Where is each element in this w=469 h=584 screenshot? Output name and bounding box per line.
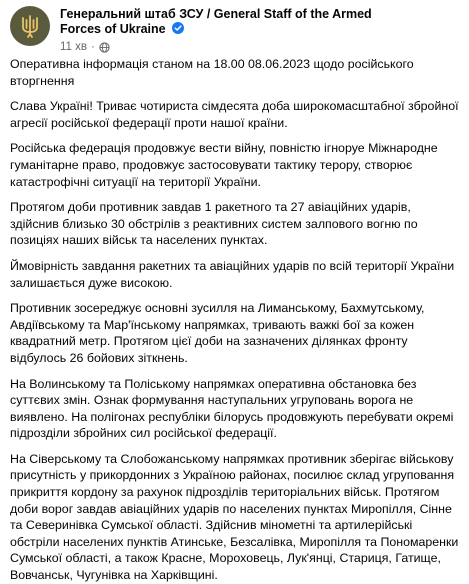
post-body bbox=[8, 56, 461, 584]
post-meta bbox=[60, 6, 461, 54]
trident-icon bbox=[19, 14, 41, 38]
paragraph: Оперативна інформація станом на 18.00 08.06.2023 щодо російського вторгнення bbox=[10, 57, 414, 88]
paragraph: На Волинському та Поліському напрямках оперативна обстановка без суттєвих змін. Ознак формування наступальних угруповань ворога не виявлено. На полігонах республіки білорусь продовжують перебувати окремі підрозділи збройних сил російської федерації. bbox=[10, 376, 454, 441]
author-name[interactable]: Генеральний штаб ЗСУ / General Staff of the Armed Forces of Ukraine bbox=[60, 7, 372, 36]
separator-dot: · bbox=[91, 41, 95, 53]
post-time[interactable]: 11 хв bbox=[60, 41, 87, 53]
paragraph: Протягом доби противник завдав 1 ракетного та 27 авіаційних ударів, здійснив близько 30 обстрілів з реактивних систем залпового вогню по позиціях наших військ та населених пунктах. bbox=[10, 200, 418, 248]
paragraph: Ймовірність завдання ракетних та авіаційних ударів по всій території України залишається дуже високою. bbox=[10, 258, 455, 290]
author-line bbox=[60, 7, 400, 37]
page-avatar[interactable] bbox=[10, 6, 50, 46]
globe-icon bbox=[99, 42, 110, 53]
post-subline bbox=[60, 40, 461, 54]
verified-badge-icon bbox=[172, 22, 184, 34]
paragraph: Російська федерація продовжує вести війну, повністю ігноруе Міжнародне гуманітарне право, продовжує застосовувати тактику терору, створює катастрофічні ситуації на території України. bbox=[10, 141, 438, 189]
paragraph: Противник зосереджує основні зусилля на Лиманському, Бахмутському, Авдіївському та Мар'їнському напрямках, тривають важкі бої за кожен квадратний метр. Протягом цієї доби на зазначених ділянках фронту відбулось 26 бойових зіткнень. bbox=[10, 301, 425, 365]
paragraph: Слава Україні! Триває чотириста сімдесята доба широкомасштабної збройної агресії російської федерації проти нашої країни. bbox=[10, 99, 459, 130]
paragraph: На Сіверському та Слобожанському напрямках противник зберігає військову присутність у прикордонних з Україною районах, посилює склад угруповання прикриття кордону за рахунок підрозділів територіальних військ. Протягом доби ворог завдав авіаційних ударів по населених пунктах Миропілля, Сінне та Северинівка Сумської області. Здійснив мінометні та артилерійські обстріли населених пунктів Атинське, Безсалівка, Миропілля та Пономаренки Сумської області, а також Красне, Мороховець, Лук'янці, Стариця, Гатище, Вовчанськ, Чугунівка на Харківщині. bbox=[10, 451, 459, 583]
post-header bbox=[8, 0, 461, 54]
